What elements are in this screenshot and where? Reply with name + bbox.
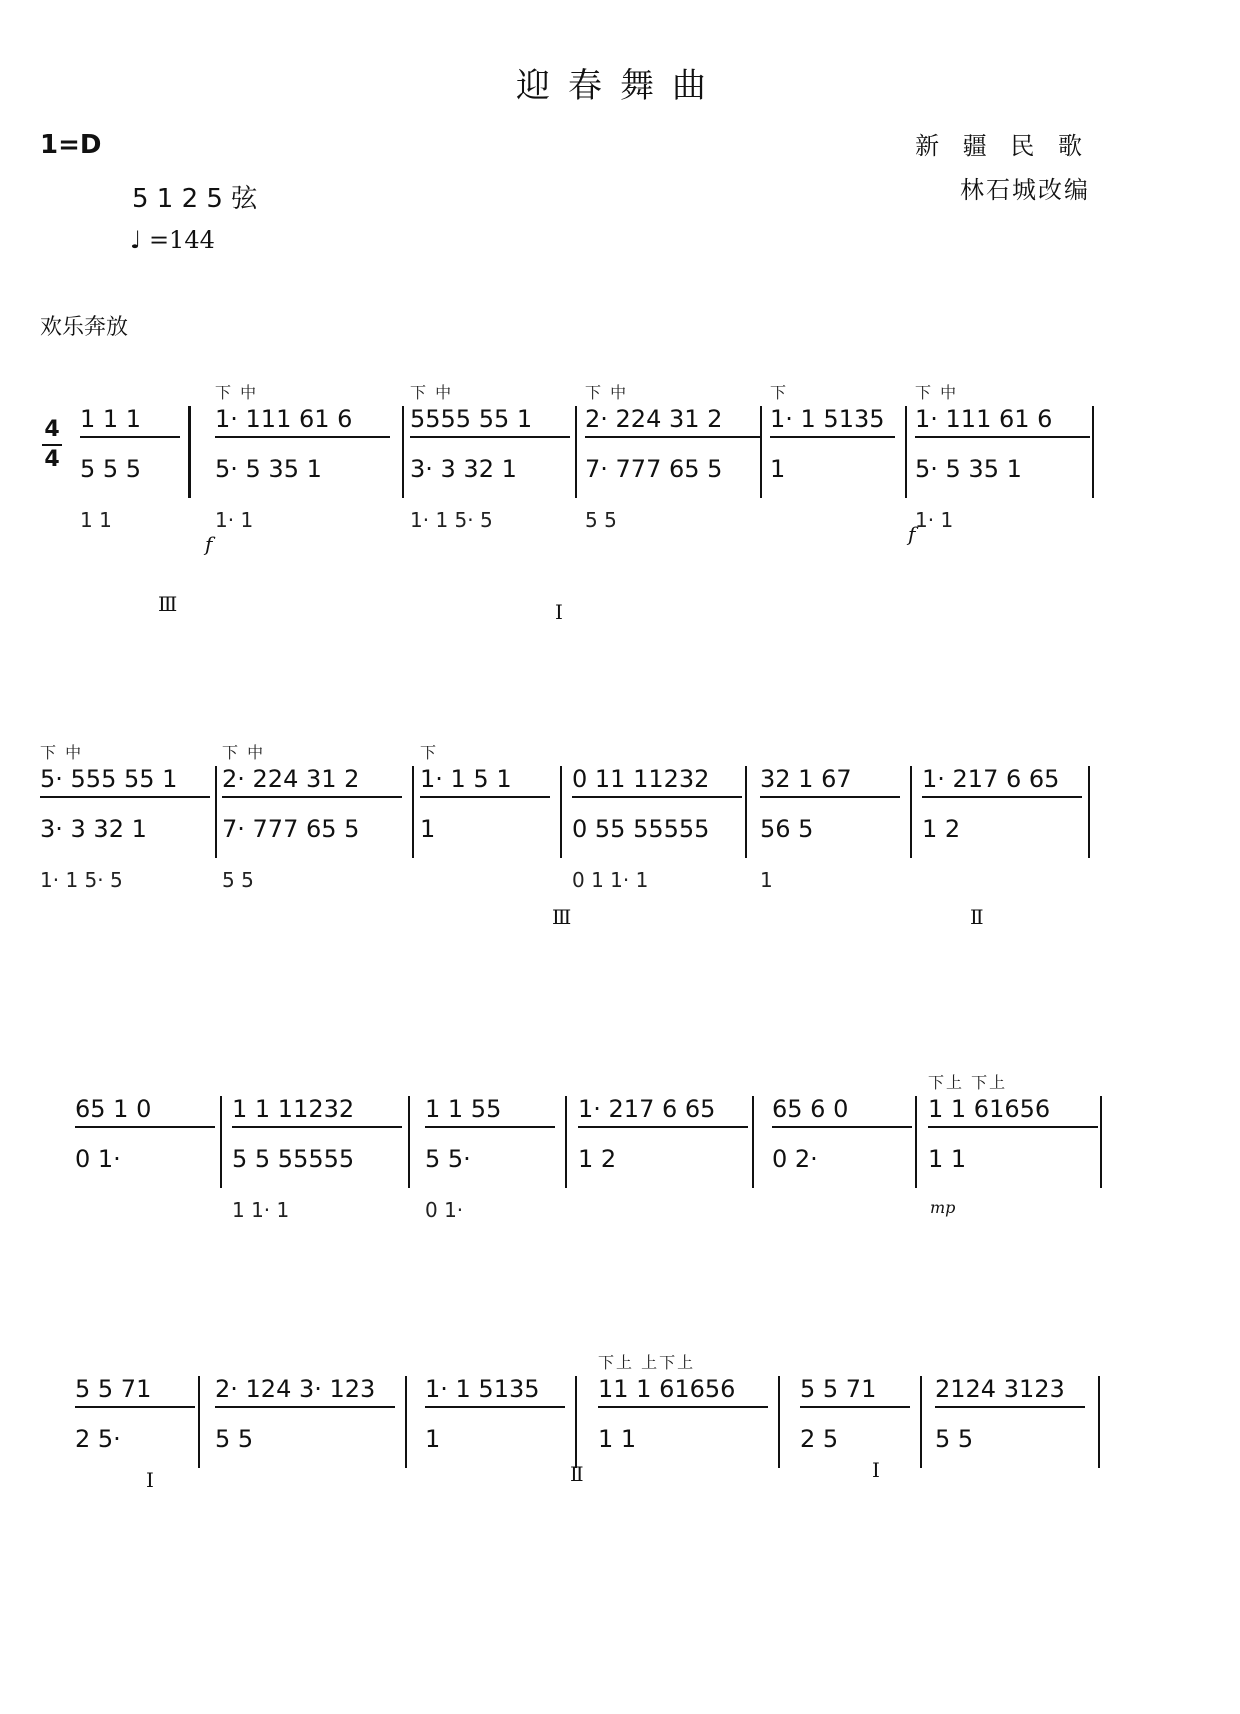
- time-signature: [42, 418, 62, 472]
- accompaniment-line: 1 2: [578, 1145, 617, 1173]
- page-title: 迎春舞曲: [516, 66, 724, 106]
- technique-marks: 下 中: [410, 383, 454, 402]
- key-signature: 1=D: [40, 130, 102, 160]
- technique-marks: [215, 1350, 395, 1372]
- measure: [215, 1350, 395, 1478]
- measure: [922, 740, 1082, 868]
- barline: [215, 766, 217, 858]
- measure: [935, 1350, 1085, 1478]
- arranger: 林石城改编: [960, 176, 1090, 204]
- fingering-line: 0 1·: [425, 1198, 464, 1222]
- melody-line: 1· 111 61 6: [215, 402, 390, 438]
- technique-marks: 下 中: [915, 383, 959, 402]
- barline: [745, 766, 747, 858]
- barline: [1092, 406, 1094, 498]
- accompaniment-line: 5 5: [935, 1425, 974, 1453]
- measure: [75, 1070, 215, 1198]
- barline: [560, 766, 562, 858]
- measure: [772, 1070, 912, 1198]
- fingering-line: 5 5: [585, 508, 617, 532]
- accompaniment-line: 2 5·: [75, 1425, 121, 1453]
- measure: [760, 740, 900, 892]
- time-signature-bottom: 4: [44, 447, 60, 472]
- melody-line: 1 1 61656: [928, 1092, 1098, 1128]
- melody-line: 1 1 11232: [232, 1092, 402, 1128]
- string-mark: Ⅱ: [970, 905, 984, 929]
- string-mark: Ⅰ: [146, 1468, 154, 1492]
- technique-marks: [578, 1070, 748, 1092]
- accompaniment-line: 5· 5 35 1: [915, 455, 1022, 483]
- melody-line: 5555 55 1: [410, 402, 570, 438]
- technique-marks: [80, 380, 180, 402]
- accompaniment-line: 2 5: [800, 1425, 839, 1453]
- melody-line: 65 1 0: [75, 1092, 215, 1128]
- melody-line: 2· 224 31 2: [222, 762, 402, 798]
- melody-line: 0 11 11232: [572, 762, 742, 798]
- accompaniment-line: 0 1·: [75, 1145, 121, 1173]
- measure: [410, 380, 570, 532]
- melody-line: 2· 224 31 2: [585, 402, 760, 438]
- fingering-line: 1 1: [80, 508, 112, 532]
- fingering-line: 1· 1: [915, 508, 954, 532]
- barline: [760, 406, 762, 498]
- measure: [40, 740, 210, 892]
- dynamic-forte: f: [908, 522, 916, 546]
- barline: [220, 1096, 222, 1188]
- melody-line: 2124 3123: [935, 1372, 1085, 1408]
- measure: [80, 380, 180, 532]
- dynamic-forte: f: [205, 532, 213, 556]
- measure: [598, 1350, 768, 1478]
- fingering-line: 1· 1: [215, 508, 254, 532]
- barline: [752, 1096, 754, 1188]
- measure: [928, 1070, 1098, 1198]
- fingering-line: 1· 1 5· 5: [410, 508, 493, 532]
- melody-line: 1· 1 5 1: [420, 762, 550, 798]
- expression-mark: 欢乐奔放: [40, 315, 129, 340]
- technique-marks: 下: [420, 743, 439, 762]
- accompaniment-line: 56 5: [760, 815, 814, 843]
- tempo: ♩ =144: [130, 226, 215, 254]
- barline: [1098, 1376, 1100, 1468]
- accompaniment-line: 3· 3 32 1: [40, 815, 147, 843]
- technique-marks: 下上 上下上: [598, 1353, 696, 1372]
- accompaniment-line: 1 1: [928, 1145, 967, 1173]
- barline: [905, 406, 907, 498]
- accompaniment-line: 1: [420, 815, 436, 843]
- barline: [402, 406, 404, 498]
- melody-line: 1· 111 61 6: [915, 402, 1090, 438]
- barline: [412, 766, 414, 858]
- accompaniment-line: 0 2·: [772, 1145, 818, 1173]
- barline: [910, 766, 912, 858]
- fingering-line: 5 5: [222, 868, 254, 892]
- technique-marks: 下 中: [222, 743, 266, 762]
- technique-marks: 下上 下上: [928, 1073, 1008, 1092]
- technique-marks: 下: [770, 383, 789, 402]
- repeat-barline: [188, 406, 191, 498]
- melody-line: 1 1 1: [80, 402, 180, 438]
- technique-marks: [232, 1070, 402, 1092]
- technique-marks: [772, 1070, 912, 1092]
- melody-line: 5 5 71: [75, 1372, 195, 1408]
- time-signature-top: 4: [44, 417, 60, 442]
- barline: [565, 1096, 567, 1188]
- melody-line: 65 6 0: [772, 1092, 912, 1128]
- barline: [575, 406, 577, 498]
- accompaniment-line: 7· 777 65 5: [585, 455, 723, 483]
- barline: [408, 1096, 410, 1188]
- technique-marks: 下 中: [585, 383, 629, 402]
- barline: [198, 1376, 200, 1468]
- accompaniment-line: 7· 777 65 5: [222, 815, 360, 843]
- technique-marks: [572, 740, 742, 762]
- accompaniment-line: 3· 3 32 1: [410, 455, 517, 483]
- melody-line: 11 1 61656: [598, 1372, 768, 1408]
- barline: [778, 1376, 780, 1468]
- fingering-line: 1· 1 5· 5: [40, 868, 123, 892]
- measure: [578, 1070, 748, 1198]
- measure: [75, 1350, 195, 1478]
- accompaniment-line: 1: [770, 455, 786, 483]
- accompaniment-line: 5 5 55555: [232, 1145, 355, 1173]
- barline: [915, 1096, 917, 1188]
- accompaniment-line: 1 1: [598, 1425, 637, 1453]
- measure: [585, 380, 760, 532]
- melody-line: 1· 217 6 65: [922, 762, 1082, 798]
- string-mark: Ⅱ: [570, 1462, 584, 1486]
- accompaniment-line: 5 5 5: [80, 455, 142, 483]
- dynamic-mezzo-piano: mp: [930, 1198, 956, 1217]
- accompaniment-line: 5 5: [215, 1425, 254, 1453]
- measure: [770, 380, 895, 508]
- accompaniment-line: 5· 5 35 1: [215, 455, 322, 483]
- barline: [405, 1376, 407, 1468]
- fingering-line: 0 1 1· 1: [572, 868, 649, 892]
- measure: [215, 380, 390, 532]
- barline: [1088, 766, 1090, 858]
- technique-marks: 下 中: [215, 383, 259, 402]
- string-mark: Ⅲ: [158, 592, 178, 616]
- fingering-line: 1 1· 1: [232, 1198, 290, 1222]
- tuning: 5 1 2 5 弦: [132, 184, 258, 214]
- accompaniment-line: 5 5·: [425, 1145, 471, 1173]
- measure: [232, 1070, 402, 1222]
- melody-line: 32 1 67: [760, 762, 900, 798]
- melody-line: 1· 217 6 65: [578, 1092, 748, 1128]
- melody-line: 2· 124 3· 123: [215, 1372, 395, 1408]
- accompaniment-line: 1: [425, 1425, 441, 1453]
- technique-marks: [75, 1070, 215, 1092]
- melody-line: 1· 1 5135: [770, 402, 895, 438]
- technique-marks: 下 中: [40, 743, 84, 762]
- measure: [425, 1350, 565, 1478]
- string-mark: Ⅰ: [555, 600, 563, 624]
- measure: [915, 380, 1090, 532]
- measure: [800, 1350, 910, 1478]
- string-mark: Ⅲ: [552, 905, 572, 929]
- technique-marks: [760, 740, 900, 762]
- measure: [420, 740, 550, 868]
- accompaniment-line: 1 2: [922, 815, 961, 843]
- barline: [920, 1376, 922, 1468]
- measure: [425, 1070, 555, 1222]
- technique-marks: [425, 1350, 565, 1372]
- barline: [1100, 1096, 1102, 1188]
- melody-line: 5 5 71: [800, 1372, 910, 1408]
- fingering-line: 1: [760, 868, 773, 892]
- measure: [222, 740, 402, 892]
- barline: [575, 1376, 577, 1468]
- technique-marks: [75, 1350, 195, 1372]
- melody-line: 1· 1 5135: [425, 1372, 565, 1408]
- melody-line: 1 1 55: [425, 1092, 555, 1128]
- melody-line: 5· 555 55 1: [40, 762, 210, 798]
- measure: [572, 740, 742, 892]
- technique-marks: [935, 1350, 1085, 1372]
- technique-marks: [922, 740, 1082, 762]
- accompaniment-line: 0 55 55555: [572, 815, 710, 843]
- origin: 新 疆 民 歌: [915, 132, 1090, 160]
- technique-marks: [800, 1350, 910, 1372]
- technique-marks: [425, 1070, 555, 1092]
- string-mark: Ⅰ: [872, 1458, 880, 1482]
